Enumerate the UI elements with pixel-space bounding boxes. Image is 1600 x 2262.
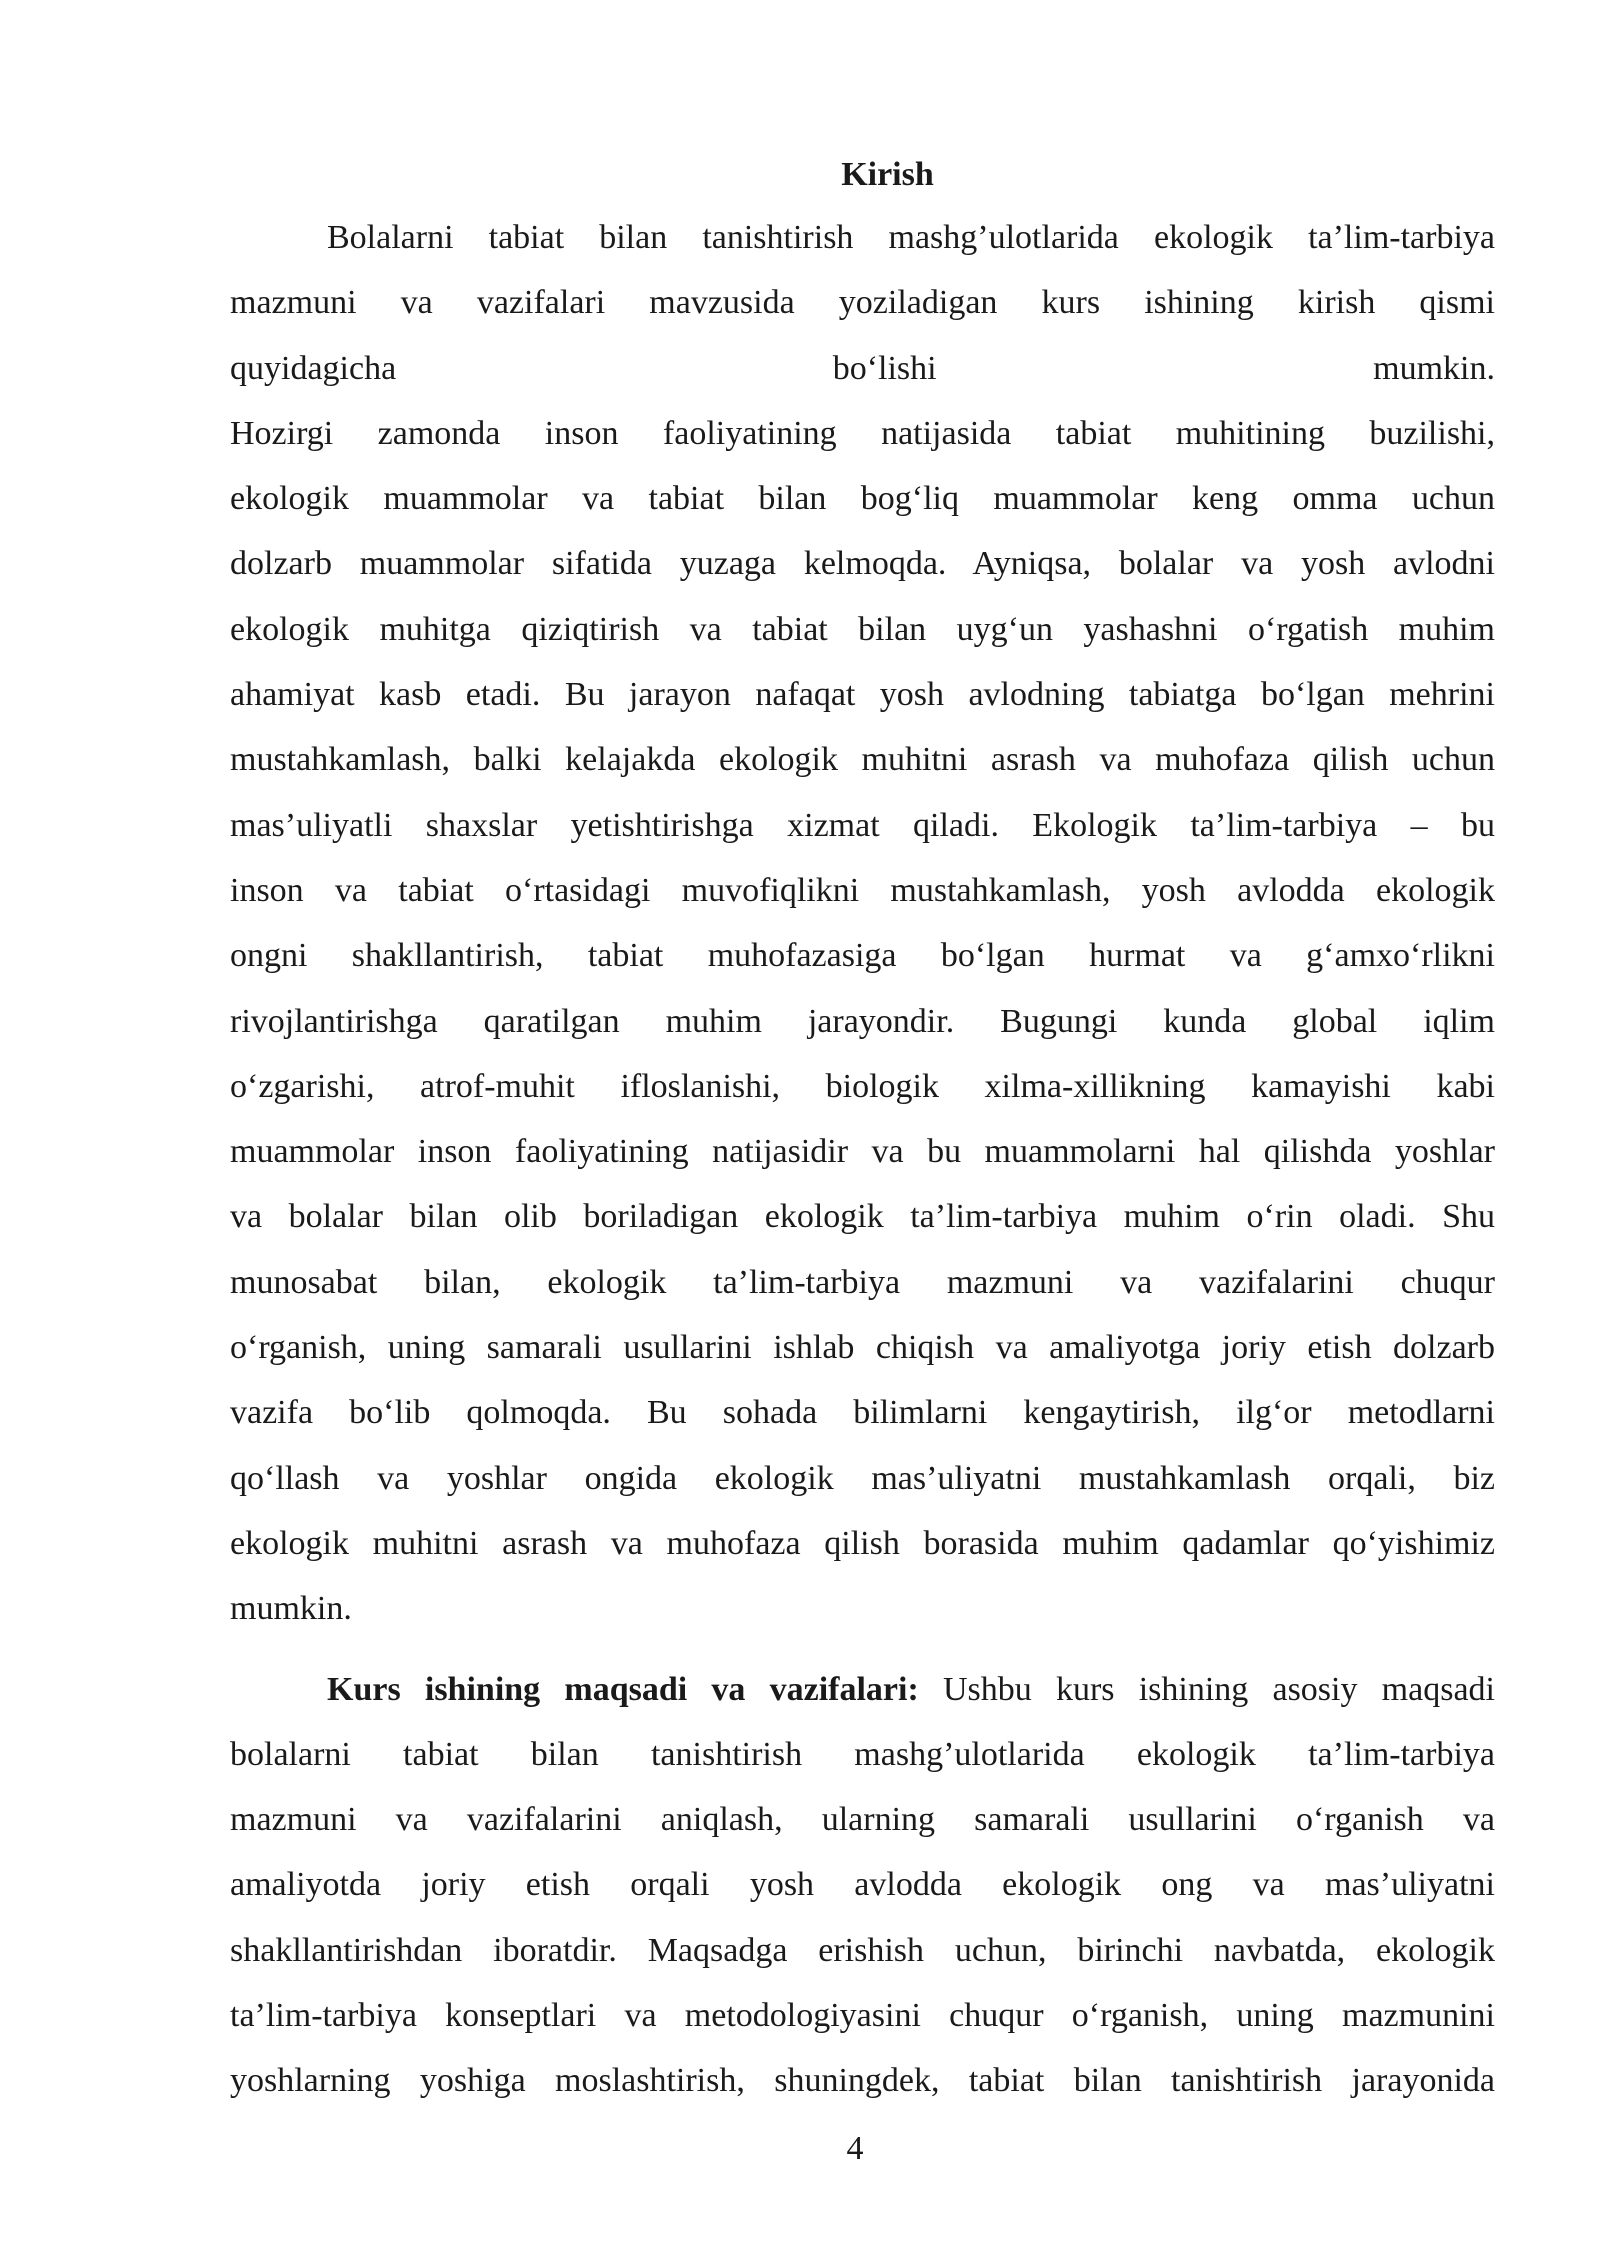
intro-line: mustahkamlash, balki kelajakda ekologik muhitni asrash va muhofaza qilish uchun	[230, 741, 1495, 779]
goals-line: mazmuni va vazifalarini aniqlash, ularning samarali usullarini o‘rganish va	[230, 1801, 1495, 1839]
page-number: 4	[846, 2130, 864, 2167]
goals-paragraph	[230, 1657, 1495, 2114]
intro-line: Hozirgi zamonda inson faoliyatining natijasida tabiat muhitining buzilishi,	[230, 414, 1495, 452]
document-page	[230, 145, 1495, 2114]
intro-line: qo‘llash va yoshlar ongida ekologik mas’uliyatni mustahkamlash orqali, biz	[230, 1459, 1495, 1497]
intro-line: Bolalarni tabiat bilan tanishtirish mashg’ulotlarida ekologik ta’lim-tarbiya	[327, 219, 1495, 256]
intro-line: ekologik muammolar va tabiat bilan bog‘liq muammolar keng omma uchun	[230, 480, 1495, 518]
intro-line: o‘zgarishi, atrof-muhit ifloslanishi, biologik xilma-xillikning kamayishi kabi	[230, 1067, 1495, 1105]
goals-line: yoshlarning yoshiga moslashtirish, shuningdek, tabiat bilan tanishtirish jarayonida	[230, 2062, 1495, 2100]
intro-line: dolzarb muammolar sifatida yuzaga kelmoqda. Ayniqsa, bolalar va yosh avlodni	[230, 545, 1495, 583]
intro-line: va bolalar bilan olib boriladigan ekologik ta’lim-tarbiya muhim o‘rin oladi. Shu	[230, 1198, 1495, 1236]
intro-line: ekologik muhitga qiziqtirish va tabiat bilan uyg‘un yashashni o‘rgatish muhim	[230, 610, 1495, 648]
intro-paragraph	[230, 205, 1495, 1642]
goals-line: bolalarni tabiat bilan tanishtirish mashg’ulotlarida ekologik ta’lim-tarbiya	[230, 1735, 1495, 1773]
goals-label: Kurs ishining maqsadi va vazifalari:	[327, 1670, 919, 1708]
goals-line: shakllantirishdan iboratdir. Maqsadga erishish uchun, birinchi navbatda, ekologik	[230, 1931, 1495, 1969]
intro-line: mas’uliyatli shaxslar yetishtirishga xizmat qiladi. Ekologik ta’lim-tarbiya – bu	[230, 806, 1495, 844]
intro-line: ongni shakllantirish, tabiat muhofazasiga bo‘lgan hurmat va g‘amxo‘rlikni	[230, 937, 1495, 975]
goals-first-line	[230, 1657, 1495, 1722]
intro-line: rivojlantirishga qaratilgan muhim jarayondir. Bugungi kunda global iqlim	[230, 1002, 1495, 1040]
intro-line: mazmuni va vazifalari mavzusida yoziladigan kurs ishining kirish qismi	[230, 284, 1495, 322]
goals-first-line-text: Ushbu kurs ishining asosiy maqsadi	[918, 1670, 1495, 1708]
goals-line: amaliyotda joriy etish orqali yosh avlodda ekologik ong va mas’uliyatni	[230, 1866, 1495, 1904]
intro-line: muammolar inson faoliyatining natijasidir va bu muammolarni hal qilishda yoshlar	[230, 1133, 1495, 1171]
intro-line: o‘rganish, uning samarali usullarini ishlab chiqish va amaliyotga joriy etish dolzarb	[230, 1329, 1495, 1367]
intro-line: mumkin.	[230, 1590, 352, 1628]
intro-line: munosabat bilan, ekologik ta’lim-tarbiya mazmuni va vazifalarini chuqur	[230, 1263, 1495, 1301]
goals-line: ta’lim-tarbiya konseptlari va metodologiyasini chuqur o‘rganish, uning mazmunini	[230, 1997, 1495, 2035]
intro-line: ekologik muhitni asrash va muhofaza qilish borasida muhim qadamlar qo‘yishimiz	[230, 1524, 1495, 1562]
intro-line: vazifa bo‘lib qolmoqda. Bu sohada bilimlarni kengaytirish, ilg‘or metodlarni	[230, 1394, 1495, 1432]
intro-line: inson va tabiat o‘rtasidagi muvofiqlikni mustahkamlash, yosh avlodda ekologik	[230, 871, 1495, 909]
section-heading: Kirish	[841, 156, 934, 193]
intro-line: quyidagicha bo‘lishi mumkin.	[230, 349, 1495, 387]
intro-line: ahamiyat kasb etadi. Bu jarayon nafaqat yosh avlodning tabiatga bo‘lgan mehrini	[230, 676, 1495, 714]
